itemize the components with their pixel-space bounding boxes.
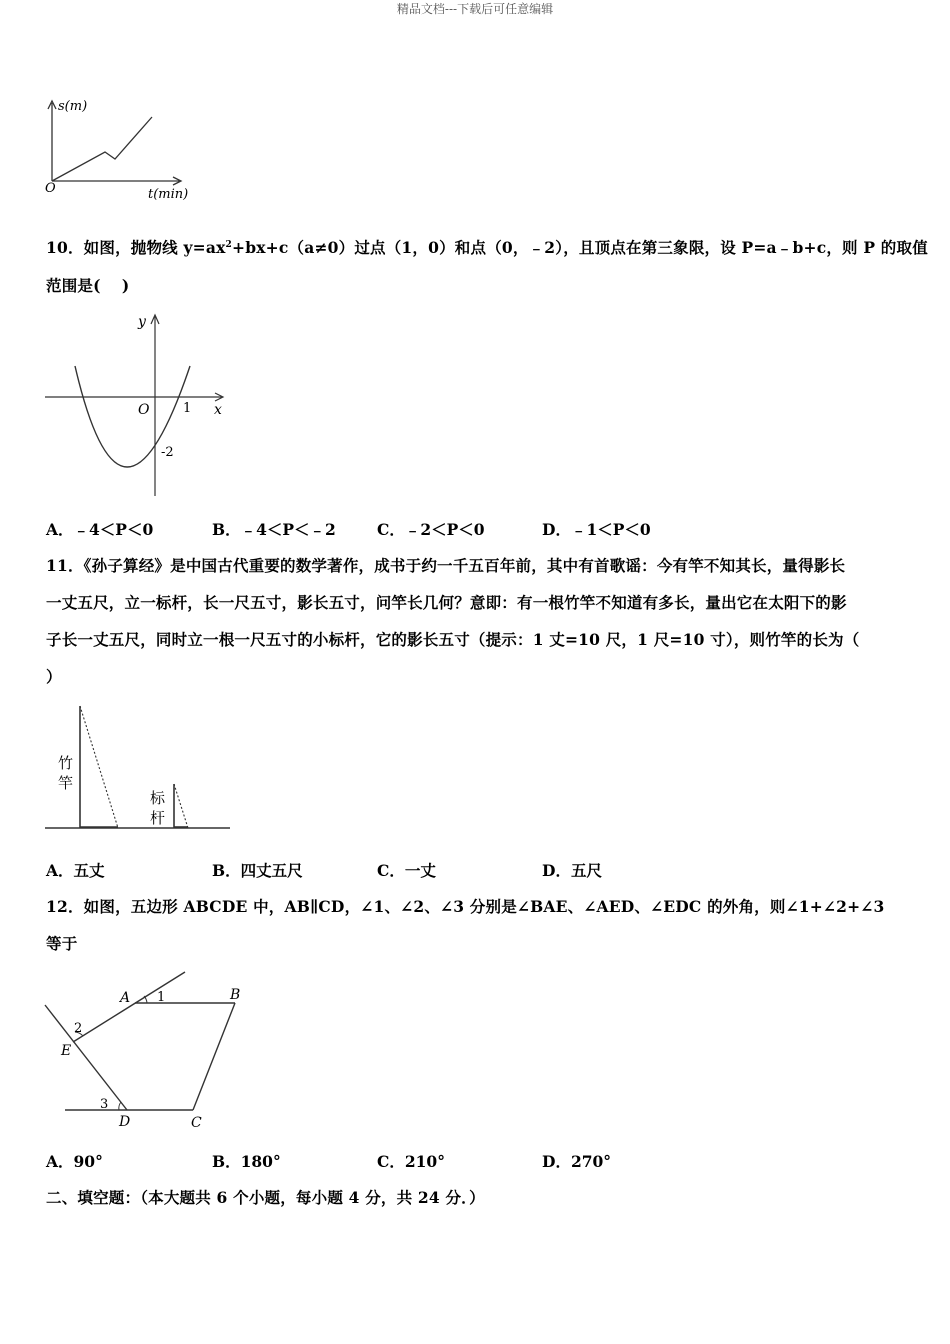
q11-stick-label-2: 杆 bbox=[150, 809, 166, 827]
q12-option-a[interactable]: A．90° bbox=[46, 1152, 103, 1171]
q12-pentagon-figure bbox=[40, 965, 255, 1135]
q10-root-label: 1 bbox=[183, 401, 192, 416]
q10-option-b[interactable]: B．﹣4＜P＜﹣2 bbox=[212, 520, 336, 539]
q9-origin: O bbox=[45, 181, 56, 196]
q12-vertex-e: E bbox=[61, 1043, 72, 1059]
q11-shadow-figure bbox=[40, 700, 240, 835]
q10-line1: 10．如图，抛物线 $y=ax^2+bx+c(a\ne 0)$过点（1，0）和点（0，﹣2），且顶点在第三象限，设 P=a﹣b+c，则 P 的取值 bbox=[46, 238, 928, 257]
q12-option-c[interactable]: C．210° bbox=[377, 1152, 445, 1171]
q12-option-d[interactable]: D．270° bbox=[542, 1152, 612, 1171]
q12-vertex-b: B bbox=[230, 987, 241, 1003]
q12-vertex-a: A bbox=[120, 990, 131, 1006]
q10-origin: O bbox=[138, 402, 150, 418]
q9-graph-line bbox=[52, 117, 152, 181]
q11-pole-label-1: 竹 bbox=[58, 754, 74, 772]
q11-option-d[interactable]: D．五尺 bbox=[542, 861, 602, 880]
q10-option-a[interactable]: A．﹣4＜P＜0 bbox=[46, 520, 154, 539]
q11-stick-shadow-ray bbox=[174, 784, 188, 828]
q12-angle3-label: 3 bbox=[100, 1097, 109, 1112]
q12-vertex-c: C bbox=[191, 1115, 202, 1131]
q9-x-label: t(min) bbox=[148, 187, 189, 202]
q11-pole-label-2: 竿 bbox=[58, 774, 74, 792]
section2-heading: 二、填空题：（本大题共 6 个小题，每小题 4 分，共 24 分．） bbox=[46, 1188, 485, 1207]
q11-option-c[interactable]: C．一丈 bbox=[377, 861, 436, 880]
q11-option-b[interactable]: B．四丈五尺 bbox=[212, 861, 303, 880]
q12-angle1-label: 1 bbox=[157, 990, 166, 1005]
q11-option-a[interactable]: A．五丈 bbox=[46, 861, 105, 880]
q10-option-d[interactable]: D．﹣1＜P＜0 bbox=[542, 520, 651, 539]
q10-parabola-graph bbox=[40, 308, 240, 503]
q11-line1: 11．《孙子算经》是中国古代重要的数学著作，成书于约一千五百年前，其中有首歌谣：今有竿不知其长，量得影长 bbox=[46, 556, 846, 575]
q10-axes bbox=[45, 315, 223, 496]
q10-x-label: x bbox=[214, 402, 222, 418]
q12-angle3-arc bbox=[119, 1102, 121, 1110]
q11-line3: 子长一丈五尺，同时立一根一尺五寸的小标杆，它的影长五寸（提示：1 丈=10 尺，1 尺=10 寸），则竹竿的长为（ bbox=[46, 630, 860, 649]
q12-pentagon-lines bbox=[45, 972, 235, 1110]
q10-y-label: y bbox=[138, 314, 146, 330]
q12-angle2-label: 2 bbox=[74, 1021, 83, 1036]
q10-option-c[interactable]: C．﹣2＜P＜0 bbox=[377, 520, 485, 539]
q12-vertex-d: D bbox=[119, 1114, 131, 1130]
q9-y-label: s(m) bbox=[58, 99, 88, 114]
q11-bamboo-shadow-ray bbox=[80, 706, 118, 828]
q12-line1: 12．如图，五边形 ABCDE 中，AB∥CD，∠1、∠2、∠3 分别是∠BAE、∠AED、∠EDC 的外角，则∠1+∠2+∠3 bbox=[46, 897, 885, 916]
q10-intercept-label: -2 bbox=[161, 445, 174, 460]
q12-option-b[interactable]: B．180° bbox=[212, 1152, 281, 1171]
q9-st-graph bbox=[40, 95, 210, 210]
q10-line2: 范围是( ) bbox=[46, 276, 130, 295]
page-header: 精品文档---下载后可任意编辑 bbox=[396, 2, 554, 16]
q11-stick-label-1: 标 bbox=[150, 789, 166, 807]
q11-line2: 一丈五尺，立一标杆，长一尺五寸，影长五寸，问竿长几何？意即：有一根竹竿不知道有多长，量出它在太阳下的影 bbox=[46, 593, 847, 612]
q11-line4: ） bbox=[46, 667, 62, 686]
q12-line2: 等于 bbox=[46, 934, 78, 953]
